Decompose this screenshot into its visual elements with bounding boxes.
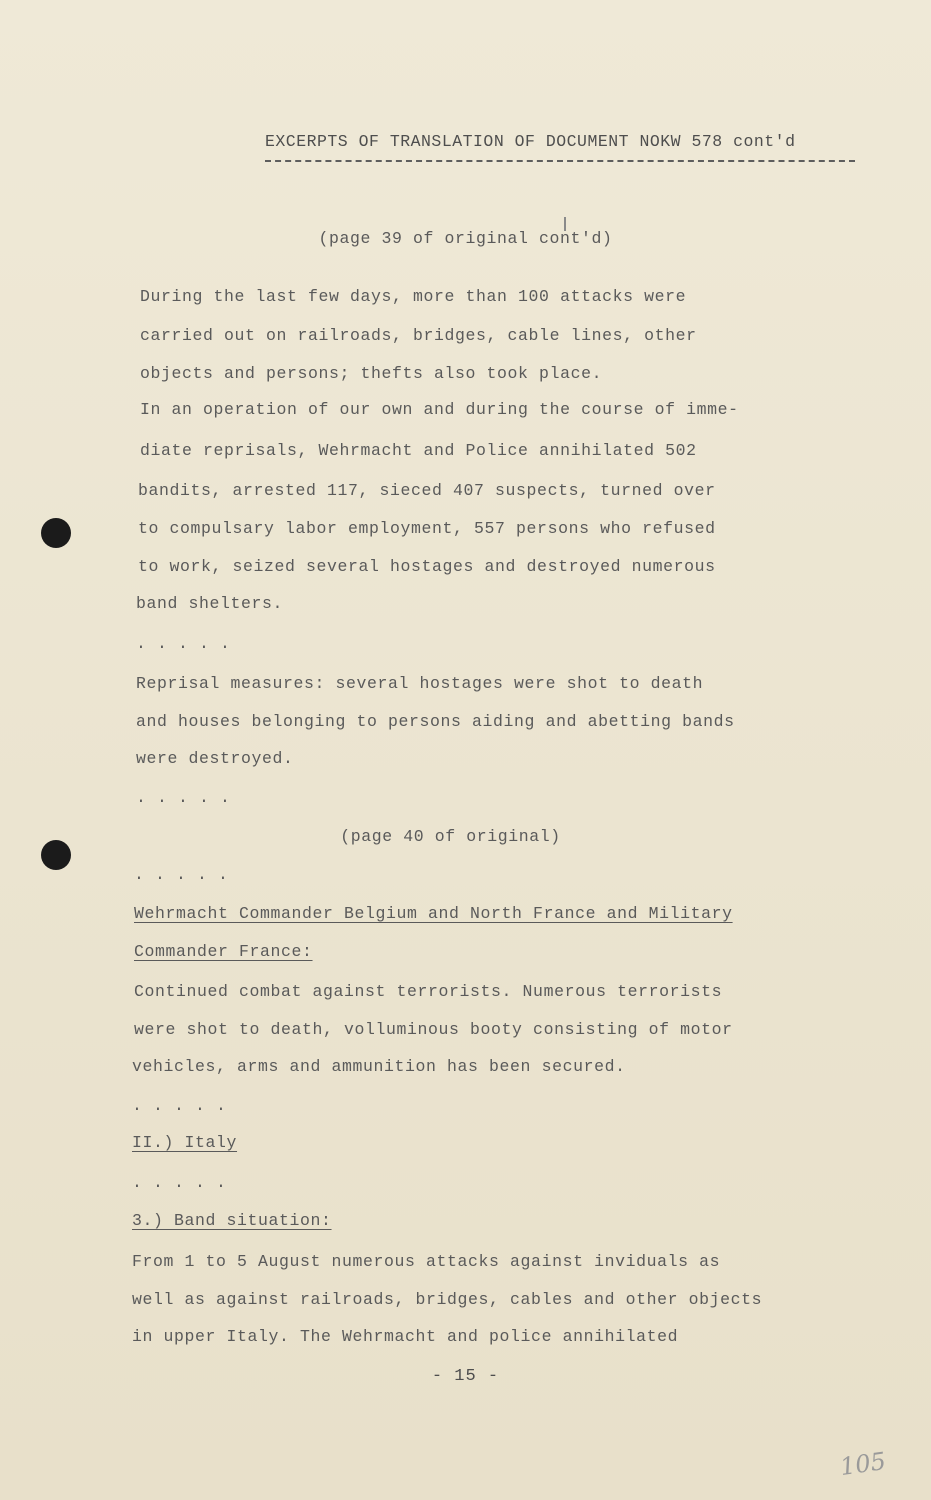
handwritten-folio-number: 105 xyxy=(838,1446,888,1482)
ellipsis-4: . . . . . xyxy=(132,1096,227,1115)
paragraph-1-line-8: to work, seized several hostages and destroyed numerous xyxy=(138,557,716,576)
heading-band-situation: 3.) Band situation: xyxy=(132,1211,332,1230)
paragraph-3-line-2: were shot to death, volluminous booty consisting of motor xyxy=(134,1020,733,1039)
paragraph-4-line-2: well as against railroads, bridges, cables and other objects xyxy=(132,1290,763,1309)
paragraph-1-line-4: In an operation of our own and during the course of imme- xyxy=(140,400,739,419)
document-header: EXCERPTS OF TRANSLATION OF DOCUMENT NOKW 578 cont'd xyxy=(265,132,796,151)
page-reference-39: (page 39 of original cont'd) xyxy=(318,229,613,248)
paragraph-1-line-2: carried out on railroads, bridges, cable lines, other xyxy=(140,326,697,345)
section-heading-line-1: Wehrmacht Commander Belgium and North France and Military xyxy=(134,904,733,923)
header-dashed-rule xyxy=(265,160,855,162)
paragraph-2-line-1: Reprisal measures: several hostages were shot to death xyxy=(136,674,704,693)
paragraph-2-line-2: and houses belonging to persons aiding and abetting bands xyxy=(136,712,735,731)
ellipsis-1: . . . . . xyxy=(136,634,231,653)
heading-italy: II.) Italy xyxy=(132,1133,238,1152)
page-number: - 15 - xyxy=(431,1367,500,1386)
paragraph-3-line-3: vehicles, arms and ammunition has been secured. xyxy=(132,1057,626,1076)
page-reference-40: (page 40 of original) xyxy=(340,827,561,846)
paragraph-4-line-3: in upper Italy. The Wehrmacht and police annihilated xyxy=(132,1327,679,1346)
paragraph-1-line-7: to compulsary labor employment, 557 persons who refused xyxy=(138,519,716,538)
paragraph-1-line-5: diate reprisals, Wehrmacht and Police annihilated 502 xyxy=(140,441,697,460)
paragraph-1-line-1: During the last few days, more than 100 attacks were xyxy=(140,287,687,306)
paragraph-2-line-3: were destroyed. xyxy=(136,749,294,768)
paragraph-1-line-3: objects and persons; thefts also took place. xyxy=(140,364,603,383)
ellipsis-3: . . . . . xyxy=(134,865,229,884)
punch-hole-top xyxy=(41,518,71,548)
paragraph-1-line-6: bandits, arrested 117, sieced 407 suspects, turned over xyxy=(138,481,716,500)
ellipsis-5: . . . . . xyxy=(132,1173,227,1192)
paragraph-3-line-1: Continued combat against terrorists. Numerous terrorists xyxy=(134,982,723,1001)
ellipsis-2: . . . . . xyxy=(136,788,231,807)
paragraph-1-line-9: band shelters. xyxy=(136,594,284,613)
paragraph-4-line-1: From 1 to 5 August numerous attacks against inviduals as xyxy=(132,1252,721,1271)
section-heading-line-2: Commander France: xyxy=(134,942,313,961)
